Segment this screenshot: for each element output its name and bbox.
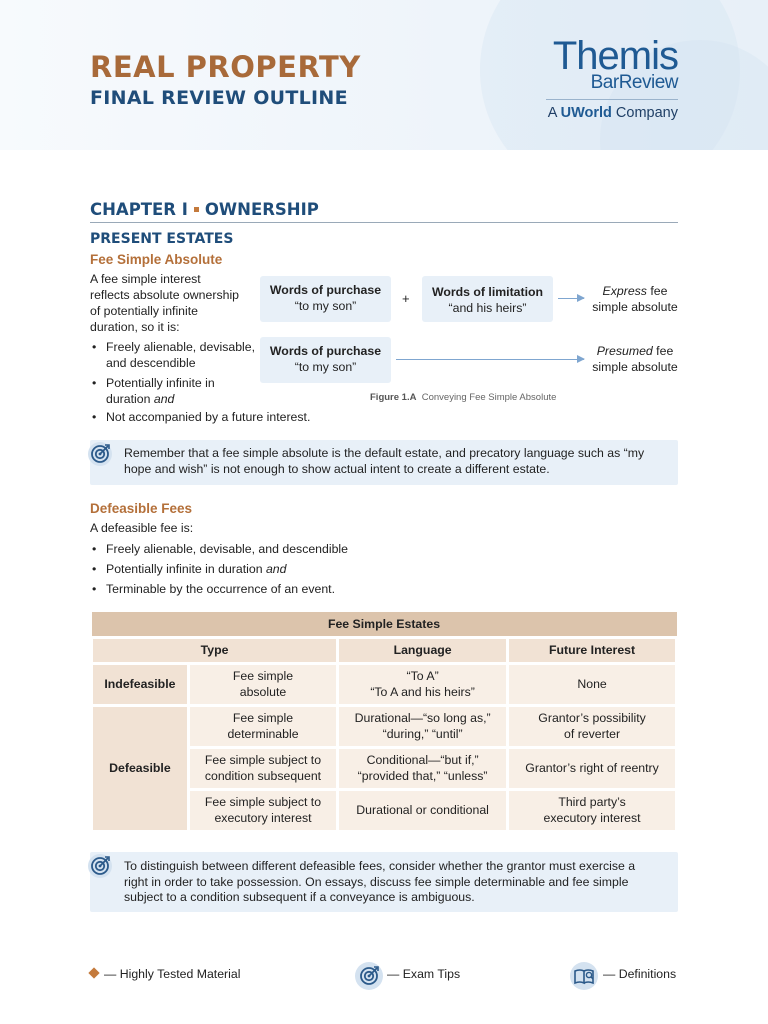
- table-cell: None: [508, 663, 677, 705]
- table-caption: Fee Simple Estates: [92, 612, 677, 637]
- logo-divider: [546, 99, 678, 100]
- logo-subwordmark: BarReview: [590, 72, 678, 93]
- table-row: [92, 705, 677, 747]
- diamond-icon: [88, 967, 99, 978]
- figure-plus-sign: +: [402, 291, 410, 306]
- fee-simple-estates-table: [90, 612, 678, 833]
- figure-arrow-presumed: [396, 359, 584, 360]
- logo-wordmark: Themis: [552, 34, 678, 78]
- fee-simple-intro: A fee simple interest reflects absolute ownership of potentially infinite duration, so it is:: [90, 272, 240, 334]
- table-cell: Fee simple subject to executory interest: [188, 789, 337, 831]
- table-cell: Durational or conditional: [338, 789, 508, 831]
- figure-box-words-of-limitation: Words of limitation “and his heirs”: [422, 276, 553, 322]
- exam-tip-defeasible-fees: [90, 852, 678, 912]
- table-cell: Third party’s executory interest: [508, 789, 677, 831]
- target-icon: [88, 854, 112, 878]
- legend-definitions: — Definitions: [603, 967, 677, 981]
- defeasible-intro: A defeasible fee is:: [90, 521, 194, 535]
- fee-simple-bullets-last: [90, 409, 390, 425]
- table-cell: Durational—“so long as,” “during,” “until”: [338, 705, 508, 747]
- chapter-separator: [194, 207, 199, 212]
- figure-box-words-of-purchase: Words of purchase “to my son”: [260, 276, 391, 322]
- table-cell: Fee simple determinable: [188, 705, 337, 747]
- legend-highly-tested: — Highly Tested Material: [90, 967, 240, 981]
- table-cell: Grantor’s possibility of reverter: [508, 705, 677, 747]
- table-group-indefeasible: Indefeasible: [92, 663, 189, 705]
- list-item: • Freely alienable, devisable, and descendible: [90, 339, 265, 371]
- header-banner: [0, 0, 768, 150]
- list-item: • Potentially infinite in duration and: [90, 375, 265, 407]
- legend-exam-tips: — Exam Tips: [387, 967, 461, 981]
- exam-tip-default-estate: [90, 440, 678, 485]
- logo-company: A UWorld Company: [547, 105, 678, 121]
- table-cell: Fee simple subject to condition subsequent: [188, 747, 337, 789]
- document-subtitle: FINAL REVIEW OUTLINE: [90, 87, 348, 109]
- list-item: • Terminable by the occurrence of an event.: [90, 581, 490, 597]
- tip-text: Remember that a fee simple absolute is the default estate, and precatory language such as “my hope and wish” is not enough to show actual intent to create a different estate.: [124, 446, 645, 476]
- defeasible-bullets: [90, 541, 490, 597]
- table-cell: “To A” “To A and his heirs”: [338, 663, 508, 705]
- chapter-heading: CHAPTER I OWNERSHIP: [90, 200, 319, 219]
- document-title: REAL PROPERTY: [90, 50, 361, 84]
- fee-simple-bullets: [90, 339, 265, 407]
- table-cell: Grantor’s right of reentry: [508, 747, 677, 789]
- table-header-future-interest: Future Interest: [508, 637, 677, 663]
- subsection-heading-fee-simple-absolute: Fee Simple Absolute: [90, 252, 223, 267]
- table-cell: Conditional—“but if,” “provided that,” “unless”: [338, 747, 508, 789]
- table-group-defeasible: Defeasible: [92, 705, 189, 831]
- list-item: • Not accompanied by a future interest.: [90, 409, 390, 425]
- figure-result-express: Express fee simple absolute: [592, 284, 678, 314]
- figure-caption: Figure 1.A Conveying Fee Simple Absolute: [370, 392, 557, 403]
- target-icon: [88, 442, 112, 466]
- target-icon: [355, 962, 383, 990]
- figure-box-words-of-purchase-presumed: Words of purchase “to my son”: [260, 337, 391, 383]
- section-heading: PRESENT ESTATES: [90, 231, 234, 247]
- tip-text: To distinguish between different defeasible fees, consider whether the grantor must exercise a right in order to take possession. On essays, discuss fee simple determinable and fee simple subject to a condition subsequent if a conveyance is ambiguous.: [124, 859, 636, 904]
- chapter-divider: [90, 222, 678, 223]
- figure-arrow-express: [558, 298, 584, 299]
- list-item: • Potentially infinite in duration and: [90, 561, 490, 577]
- book-icon: [570, 962, 598, 990]
- figure-result-presumed: Presumed fee simple absolute: [592, 344, 678, 374]
- table-cell: Fee simple absolute: [188, 663, 337, 705]
- table-header-language: Language: [338, 637, 508, 663]
- list-item: • Freely alienable, devisable, and descendible: [90, 541, 490, 557]
- subsection-heading-defeasible-fees: Defeasible Fees: [90, 501, 193, 516]
- table-row: [92, 663, 677, 705]
- table-header-type: Type: [92, 637, 338, 663]
